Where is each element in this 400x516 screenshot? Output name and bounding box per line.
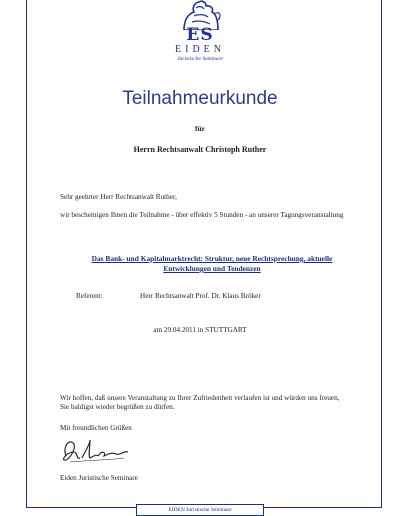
closing-text: Wir hoffen, daß unsere Veranstaltung zu Ihrer Zufriedenheit verlaufen ist und würden uns freuen, Sie baldigst wieder begrüßen zu dürfen.: [60, 394, 340, 411]
logo-name: EIDEN: [175, 44, 225, 55]
referent-label: Referent:: [76, 292, 103, 300]
logo-tagline: Juristische Seminare: [177, 56, 223, 62]
greeting: Mit freundlichen Grüßen: [60, 424, 132, 432]
for-label: für: [195, 124, 205, 133]
seminar-title: Das Bank- und Kapitalmarktrecht: Struktur, neue Rechtsprechung, aktuelle Entwicklungen und Tendenzen: [91, 254, 333, 273]
referent-name: Herr Rechtsanwalt Prof. Dr. Klaus Bröker: [140, 292, 261, 300]
signoff: Eiden Juristische Seminare: [60, 474, 138, 482]
signature-image: [60, 436, 132, 466]
logo-letters: ES: [186, 25, 214, 45]
salutation: Sehr geehrter Herr Rechtsanwalt Ruther,: [60, 193, 177, 201]
body-text: wir bescheinigen Ihnen die Teilnahme - über effektiv 5 Stunden - an unserer Tagungsveranstaltung: [60, 211, 344, 219]
certificate-title: Teilnahmeurkunde: [122, 88, 278, 109]
date-location: am 29.04.2011 in STUTTGART: [153, 326, 247, 334]
footer-box: EIDEN Juristische Seminare: [136, 504, 264, 516]
recipient-name: Herrn Rechtsanwalt Christoph Ruther: [133, 145, 267, 154]
